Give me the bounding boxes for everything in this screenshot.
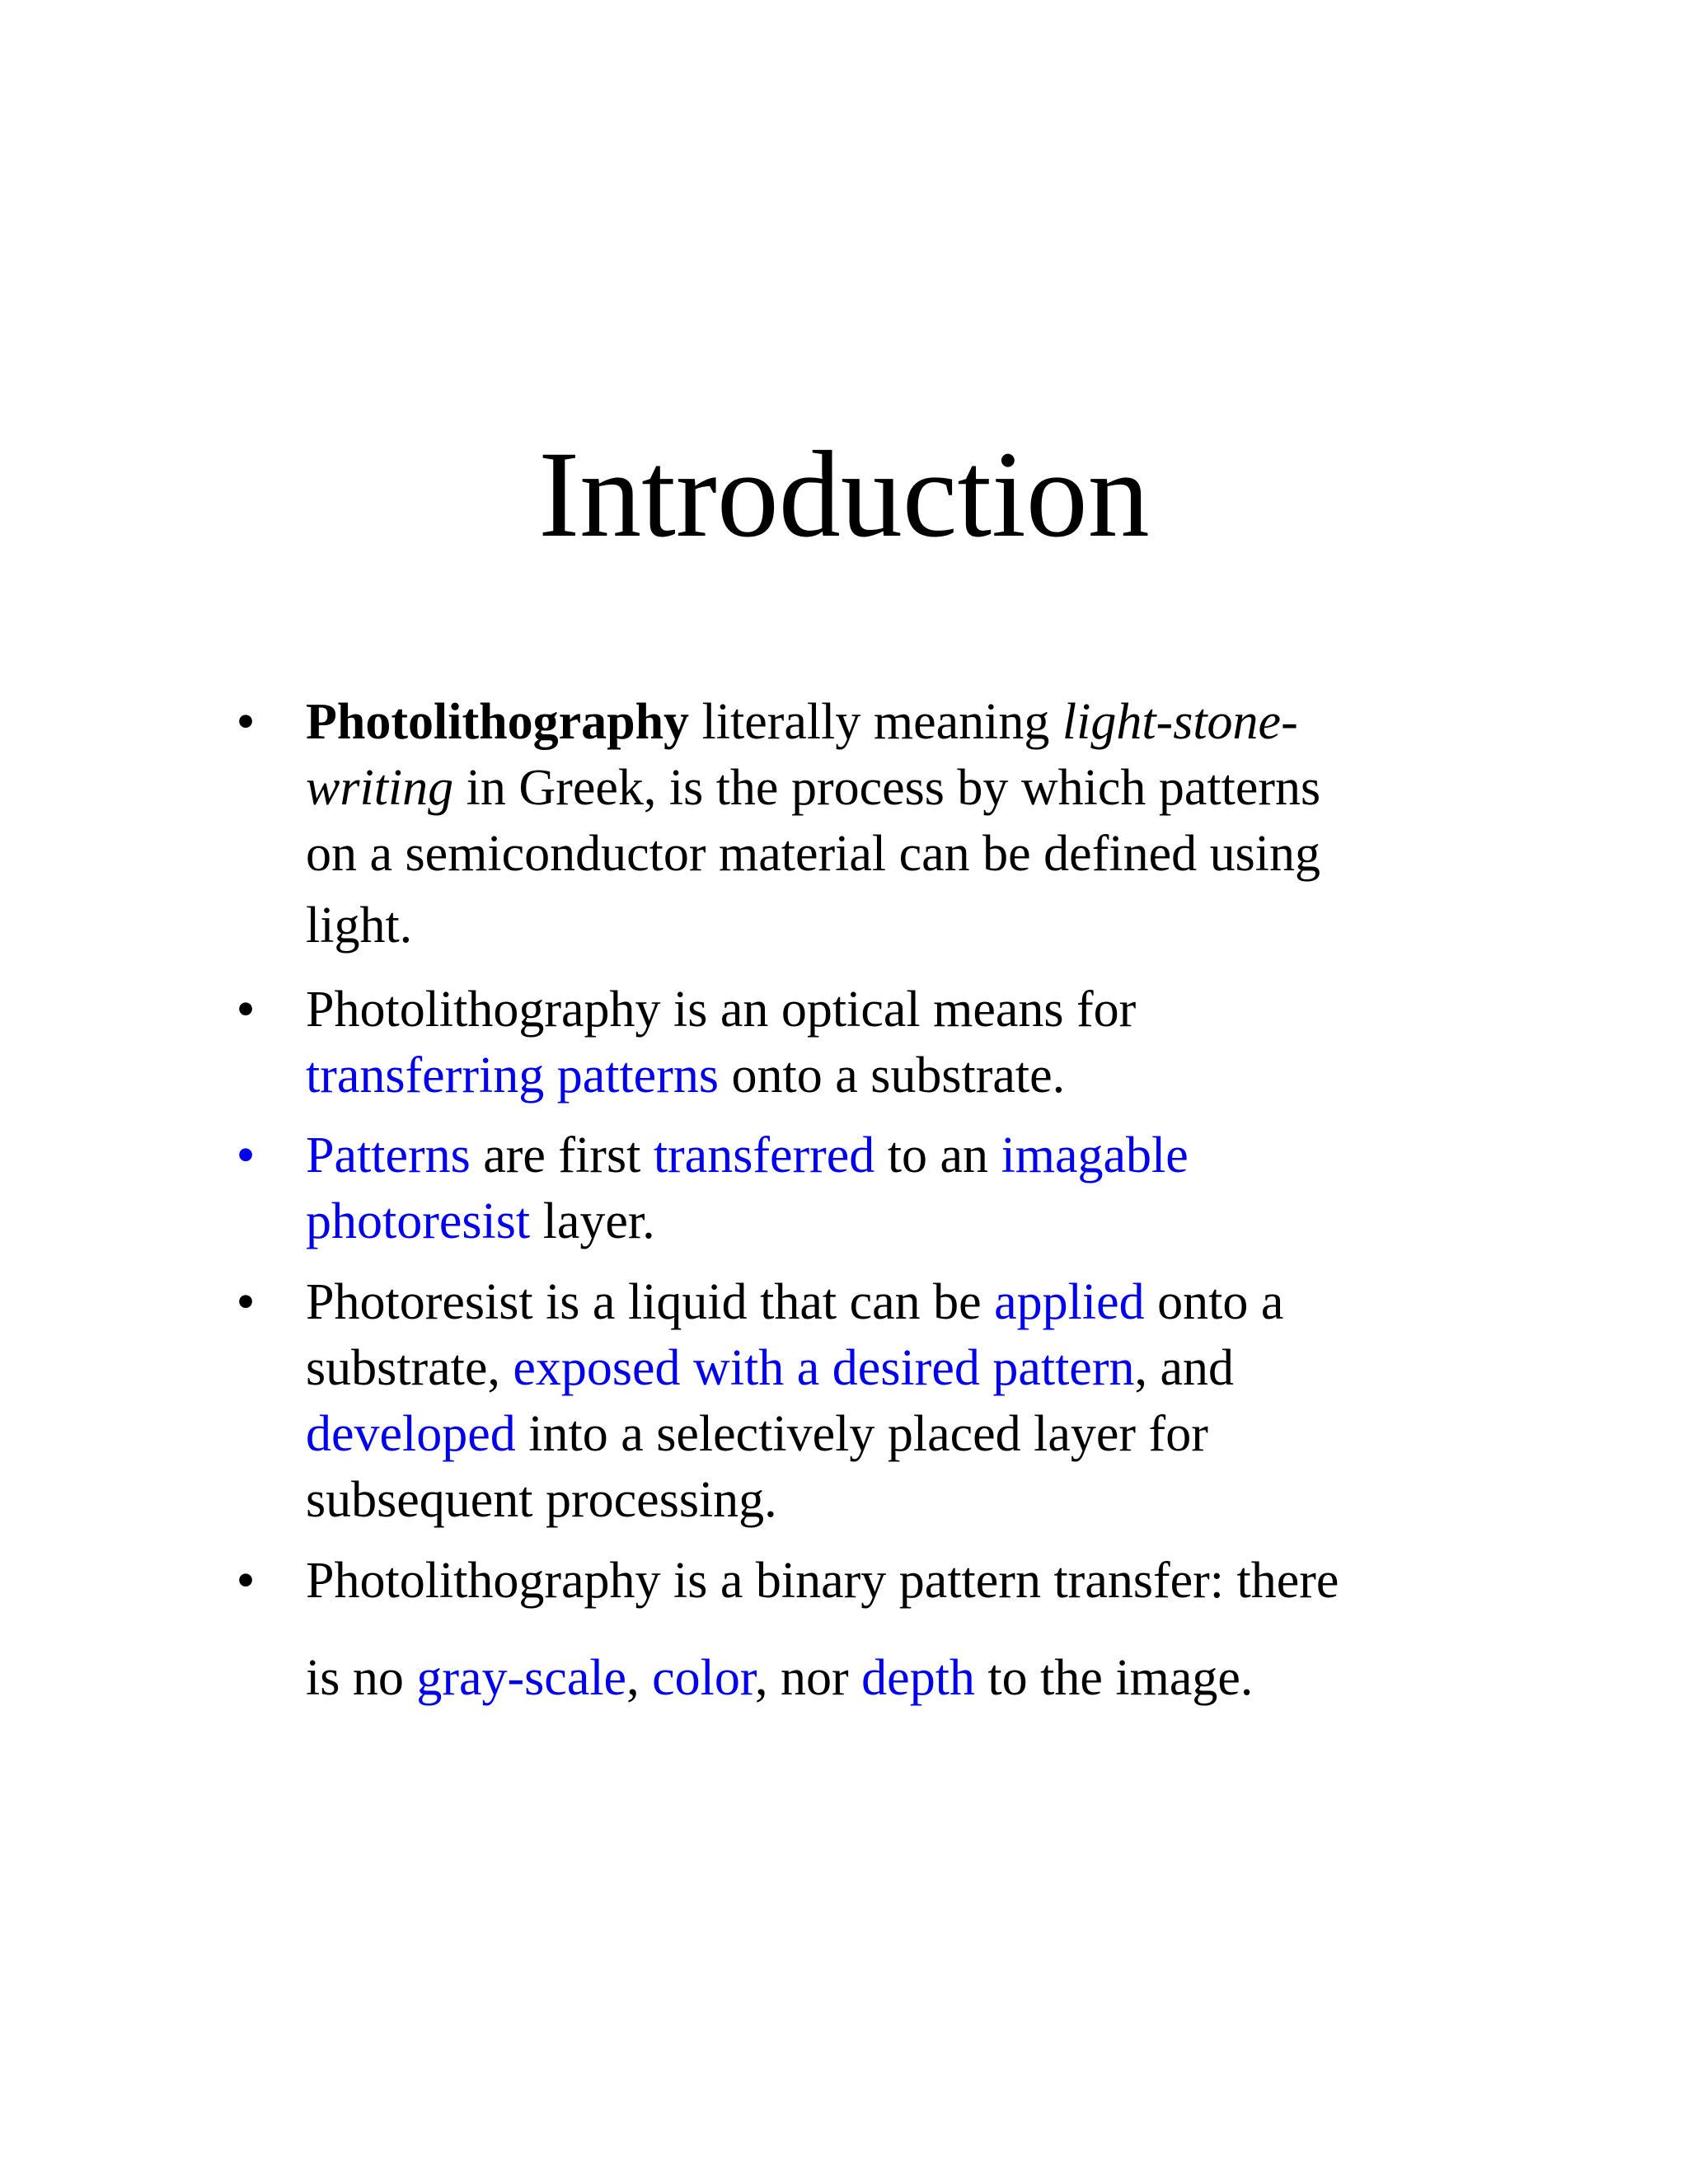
text-segment: are first [470, 1127, 654, 1183]
bullet-line [306, 1335, 1234, 1401]
highlighted-term: exposed with a desired pattern [513, 1340, 1135, 1396]
bullet-marker: • [236, 1550, 256, 1610]
bullet-marker: • [236, 1125, 256, 1185]
highlighted-term: Patterns [306, 1127, 471, 1183]
bullet-marker: • [236, 979, 256, 1039]
highlighted-term: developed [306, 1406, 516, 1462]
highlighted-term: transferred [653, 1127, 875, 1183]
text-segment: Photoresist is a liquid that can be [306, 1274, 995, 1330]
bullet-line [306, 1188, 655, 1254]
text-segment: to the image. [974, 1650, 1254, 1706]
bullet-line [306, 1122, 1189, 1188]
text-segment: Photolithography [306, 694, 690, 750]
text-segment: into a selectively placed layer for [515, 1406, 1208, 1462]
text-segment: to an [874, 1127, 1001, 1183]
text-segment: in Greek, is the process by which patterns [453, 760, 1321, 816]
highlighted-term: transferring patterns [306, 1047, 719, 1104]
text-segment: on a semiconductor material can be defined using [306, 826, 1320, 882]
bullet-line [306, 1043, 1065, 1108]
slide-title: Introduction [538, 426, 1150, 563]
highlighted-term: imagable [1001, 1127, 1189, 1183]
text-segment: substrate, [306, 1340, 513, 1396]
text-segment: onto a [1144, 1274, 1284, 1330]
bullet-line [306, 689, 1298, 755]
text-segment: , and [1134, 1340, 1235, 1396]
highlighted-term: depth [861, 1650, 975, 1706]
bullet-marker: • [236, 1272, 256, 1332]
text-segment: , [626, 1650, 653, 1706]
bullet-line [306, 1467, 777, 1533]
text-segment: subsequent processing. [306, 1472, 777, 1528]
bullet-marker: • [236, 691, 256, 752]
text-segment: layer. [530, 1193, 655, 1249]
highlighted-term: gray-scale [416, 1650, 627, 1706]
text-segment: is no [306, 1650, 417, 1706]
text-segment: Photolithography is a binary pattern transfer: there [306, 1553, 1339, 1609]
text-segment: writing [306, 760, 454, 816]
bullet-line [306, 893, 412, 958]
bullet-line [306, 1269, 1283, 1335]
text-segment: onto a substrate. [718, 1047, 1066, 1104]
text-segment: Photolithography is an optical means for [306, 982, 1137, 1038]
highlighted-term: applied [994, 1274, 1145, 1330]
text-segment: light. [306, 898, 413, 954]
highlighted-term: photoresist [306, 1193, 531, 1249]
bullet-line [306, 1645, 1253, 1711]
text-segment: literally meaning [689, 694, 1062, 750]
bullet-line [306, 1548, 1339, 1614]
text-segment: , nor [755, 1650, 862, 1706]
text-segment: light-stone- [1062, 694, 1298, 750]
highlighted-term: color [652, 1650, 756, 1706]
bullet-line [306, 977, 1136, 1043]
bullet-line [306, 755, 1320, 821]
bullet-line [306, 821, 1320, 887]
bullet-line [306, 1401, 1208, 1467]
